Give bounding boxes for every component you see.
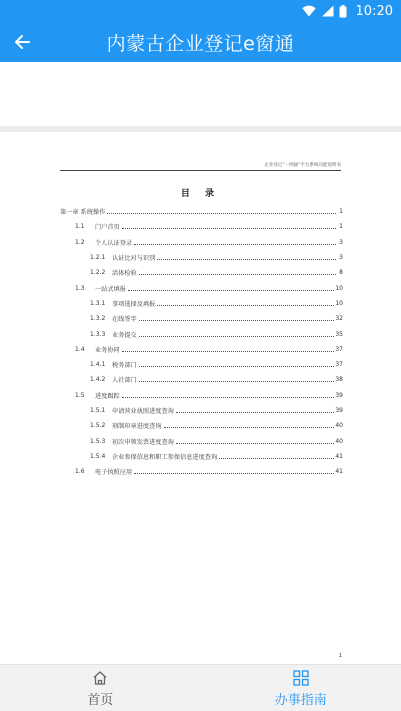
toc-row[interactable] <box>60 372 343 387</box>
toc-row[interactable] <box>60 357 343 372</box>
toc-section-title: 活体检验 <box>112 270 137 278</box>
toc-page-number: 41 <box>335 452 343 460</box>
toc-list <box>60 204 343 479</box>
toc-page-number: 10 <box>335 299 343 307</box>
toc-leader-dots <box>157 259 336 260</box>
toc-section-number: 1.3.2 <box>90 315 106 323</box>
toc-section-title: 税务部门 <box>112 362 137 370</box>
toc-section-title: 初次申领发票进度查询 <box>112 438 174 446</box>
nav-label-guide: 办事指南 <box>274 692 327 708</box>
toc-section-number: 1.4.1 <box>90 361 106 369</box>
status-bar <box>0 0 401 22</box>
toc-row[interactable] <box>60 296 343 311</box>
toc-page-number: 3 <box>339 254 343 262</box>
toc-leader-dots <box>128 290 334 291</box>
back-button[interactable] <box>0 22 44 62</box>
toc-section-title: 第一章 系统操作 <box>60 209 106 217</box>
home-icon <box>92 669 108 687</box>
nav-item-home[interactable] <box>0 665 201 711</box>
toc-leader-dots <box>139 274 336 275</box>
document-page[interactable] <box>0 132 401 664</box>
toc-section-title: 申请营业执照进度查询 <box>112 408 174 415</box>
toc-leader-dots <box>122 228 336 229</box>
toc-section-number: 1.6 <box>75 468 85 476</box>
toc-page-number: 40 <box>335 422 343 430</box>
status-time: 10:20 <box>355 3 393 19</box>
toc-leader-dots <box>134 473 334 474</box>
app-bar <box>0 22 401 62</box>
status-icons <box>302 4 393 19</box>
toc-section-title: 刻制印章进度查询 <box>112 423 162 431</box>
toc-page-number: 37 <box>335 345 343 353</box>
toc-section-title: 事项选择及填报 <box>112 300 156 308</box>
toc-section-title: 电子执照应用 <box>95 469 133 477</box>
toc-section-title: 业务提交 <box>112 331 137 339</box>
toc-section-number: 1.2 <box>75 238 85 246</box>
toc-page-number: 39 <box>335 391 343 399</box>
toc-page-number: 35 <box>335 330 343 338</box>
toc-leader-dots <box>219 458 334 459</box>
wifi-icon <box>302 5 316 17</box>
toc-section-number: 1.2.2 <box>90 269 106 277</box>
toc-page-number: 40 <box>335 437 343 445</box>
toc-page-number: 38 <box>335 376 343 384</box>
nav-item-guide[interactable] <box>201 665 401 711</box>
toc-leader-dots <box>134 244 336 245</box>
toc-section-number: 1.5.4 <box>90 452 106 460</box>
toc-row[interactable] <box>60 403 343 418</box>
toc-section-title: 一站式填报 <box>95 285 126 293</box>
toc-row[interactable] <box>60 326 343 341</box>
toc-section-title: 认证比对与识别 <box>112 255 156 263</box>
toc-leader-dots <box>139 366 335 367</box>
bottom-nav <box>0 664 401 711</box>
toc-section-title: 在线签字 <box>112 316 137 324</box>
toc-page-number: 1 <box>339 208 343 216</box>
toc-section-number: 1.5 <box>75 391 85 399</box>
toc-section-number: 1.2.1 <box>90 254 106 262</box>
toc-leader-dots <box>176 443 334 444</box>
grid-icon <box>293 669 309 687</box>
header-rule <box>60 170 341 171</box>
toc-row[interactable] <box>60 219 343 234</box>
toc-row[interactable] <box>60 342 343 357</box>
toc-title: 目 录 <box>180 189 221 199</box>
toc-section-number: 1.3 <box>75 284 85 292</box>
toc-section-number: 1.4.2 <box>90 376 106 384</box>
toc-leader-dots <box>176 412 334 413</box>
toc-row[interactable] <box>60 418 343 433</box>
toc-leader-dots <box>139 320 335 321</box>
nav-label-home: 首页 <box>87 692 114 708</box>
toc-leader-dots <box>139 381 335 382</box>
toc-page-number: 37 <box>335 361 343 369</box>
toc-row[interactable] <box>60 204 343 219</box>
toc-row[interactable] <box>60 250 343 265</box>
toc-section-number: 1.3.1 <box>90 299 106 307</box>
toc-section-title: 人社部门 <box>112 377 137 385</box>
signal-icon <box>321 5 334 17</box>
toc-page-number: 1 <box>339 223 343 231</box>
toc-row[interactable] <box>60 388 343 403</box>
page-title: 内蒙古企业登记e窗通 <box>106 32 295 55</box>
toc-row[interactable] <box>60 433 343 448</box>
toc-section-title: 业务协同 <box>95 346 120 354</box>
toc-page-number: 8 <box>339 269 343 277</box>
toc-row[interactable] <box>60 280 343 295</box>
toc-section-number: 1.4 <box>75 345 85 353</box>
blank-area <box>0 62 401 126</box>
toc-row[interactable] <box>60 464 343 479</box>
toc-leader-dots <box>164 427 335 428</box>
toc-section-number: 1.1 <box>75 223 85 231</box>
toc-section-title: 个人认证登录 <box>95 239 133 247</box>
toc-page-number: 41 <box>335 468 343 476</box>
battery-icon <box>339 5 347 18</box>
toc-section-number: 1.5.3 <box>90 437 106 445</box>
toc-page-number: 3 <box>339 238 343 246</box>
toc-leader-dots <box>122 397 335 398</box>
toc-section-title: 企业参保信息和职工参保信息进度查询 <box>112 453 218 461</box>
toc-row[interactable] <box>60 235 343 250</box>
document-header: 企业登记“一网通”平台系统功能说明书 <box>264 163 341 168</box>
arrow-left-icon <box>14 34 30 50</box>
toc-page-number: 10 <box>335 284 343 292</box>
toc-leader-dots <box>139 336 335 337</box>
toc-row[interactable] <box>60 311 343 326</box>
toc-section-number: 1.5.2 <box>90 422 106 430</box>
toc-page-number: 39 <box>335 407 343 414</box>
toc-row[interactable] <box>60 449 343 464</box>
toc-leader-dots <box>122 351 335 352</box>
page-number: 1 <box>338 653 342 659</box>
toc-row[interactable] <box>60 265 343 280</box>
toc-page-number: 32 <box>335 315 343 323</box>
toc-section-number: 1.5.1 <box>90 407 106 414</box>
toc-section-title: 门户首页 <box>95 224 120 232</box>
toc-section-number: 1.3.3 <box>90 330 106 338</box>
toc-leader-dots <box>157 305 334 306</box>
toc-section-title: 进度跟踪 <box>95 392 120 400</box>
toc-leader-dots <box>107 213 336 214</box>
